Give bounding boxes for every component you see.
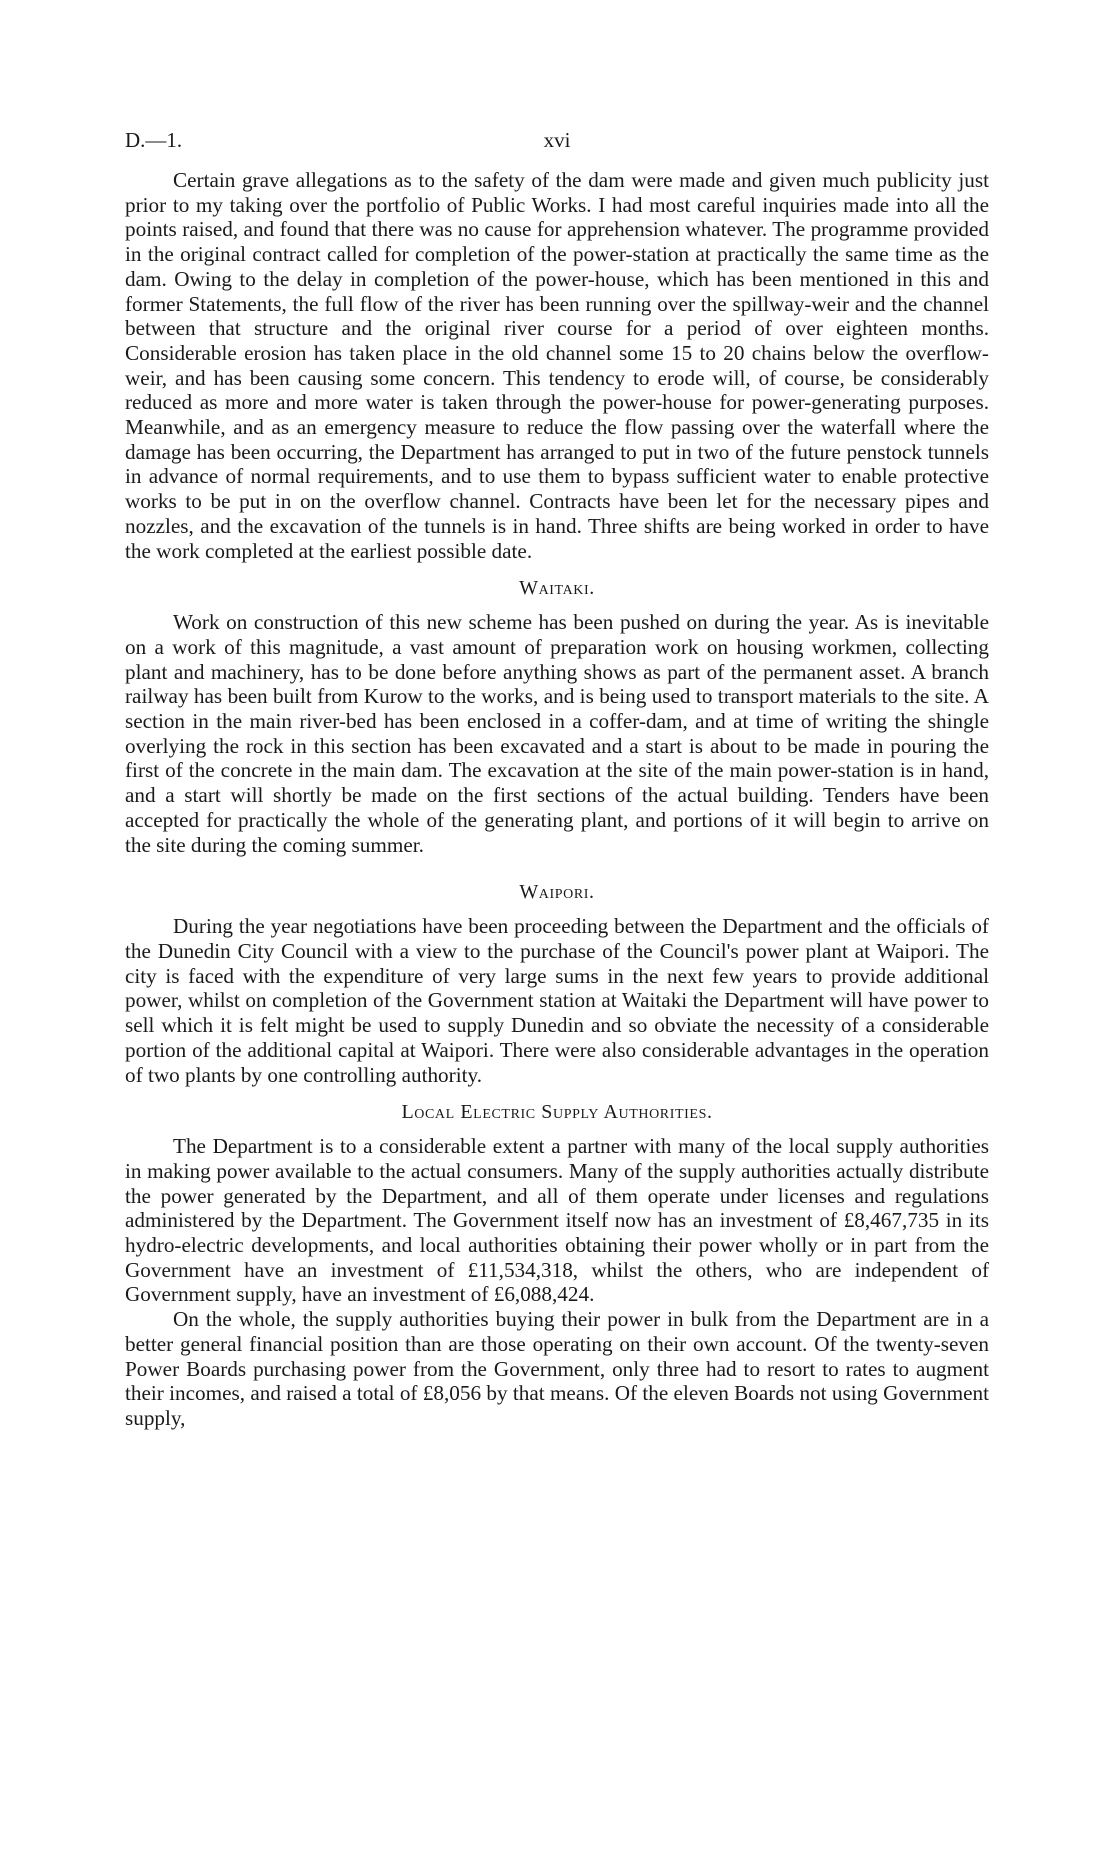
section-local-electric-supply-authorities xyxy=(125,1101,989,1430)
page-number: xvi xyxy=(543,128,571,152)
section-heading: Waitaki. xyxy=(519,577,595,600)
paragraph: Work on construction of this new scheme has been pushed on during the year. As is inevitable on a work of this magnitude, a vast amount of preparation work on housing workmen, collecting plant and machinery, has to be done before anything shows as part of the permanent asset. A branch railway has been built from Kurow to the works, and is being used to transport materials to the site. A section in the main river-bed has been enclosed in a coffer-dam, and at time of writing the shingle overlying the rock in this section has been excavated and a start is about to be made in pouring the first of the concrete in the main dam. The excavation at the site of the main power-station is in hand, and a start will shortly be made on the first sections of the actual building. Tenders have been accepted for practically the whole of the generating plant, and portions of it will begin to arrive on the site during the coming summer. xyxy=(125,610,989,857)
section-heading: Local Electric Supply Authorities. xyxy=(401,1101,713,1124)
page-header xyxy=(125,128,989,168)
section-waipori xyxy=(125,881,989,1087)
paragraph: Certain grave allegations as to the safety of the dam were made and given much publicity just prior to my taking over the portfolio of Public Works. I had most careful inquiries made into all the points raised, and found that there was no cause for apprehension whatever. The programme provided in the original contract called for completion of the power-station at practically the same time as the dam. Owing to the delay in completion of the power-house, which has been mentioned in this and former Statements, the full flow of the river has been running over the spillway-weir and the channel between that structure and the original river course for a period of over eighteen months. Considerable erosion has taken place in the old channel some 15 to 20 chains below the overflow-weir, and has been causing some concern. This tendency to erode will, of course, be considerably reduced as more and more water is taken through the power-house for power-generating purposes. Meanwhile, and as an emergency measure to reduce the flow passing over the waterfall where the damage has been occurring, the Department has arranged to put in two of the future penstock tunnels in advance of normal requirements, and to use them to bypass sufficient water to enable protective works to be put in on the overflow channel. Contracts have been let for the necessary pipes and nozzles, and the excavation of the tunnels is in hand. Three shifts are being worked in order to have the work completed at the earliest possible date. xyxy=(125,168,989,563)
document-reference: D.—1. xyxy=(125,128,183,152)
paragraph: On the whole, the supply authorities buying their power in bulk from the Department are in a better general financial position than are those operating on their own account. Of the twenty-seven Power Boards purchasing power from the Government, only three had to resort to rates to augment their incomes, and raised a total of £8,056 by that means. Of the eleven Boards not using Government supply, xyxy=(125,1307,989,1430)
paragraph: During the year negotiations have been proceeding between the Department and the officials of the Dunedin City Council with a view to the purchase of the Council's power plant at Waipori. The city is faced with the expenditure of very large sums in the next few years to provide additional power, whilst on completion of the Government station at Waitaki the Department will have power to sell which it is felt might be used to supply Dunedin and so obviate the necessity of a considerable portion of the additional capital at Waipori. There were also considerable advantages in the operation of two plants by one controlling authority. xyxy=(125,914,989,1087)
document-page xyxy=(125,128,989,1431)
section-heading: Waipori. xyxy=(519,881,595,904)
paragraph: The Department is to a considerable extent a partner with many of the local supply authorities in making power available to the actual consumers. Many of the supply authorities actually distribute the power generated by the Department, and all of them operate under licenses and regulations administered by the Department. The Government itself now has an investment of £8,467,735 in its hydro-electric developments, and local authorities obtaining their power wholly or in part from the Government have an investment of £11,534,318, whilst the others, who are independent of Government supply, have an investment of £6,088,424. xyxy=(125,1134,989,1307)
section-dam-safety xyxy=(125,168,989,563)
section-waitaki xyxy=(125,577,989,857)
